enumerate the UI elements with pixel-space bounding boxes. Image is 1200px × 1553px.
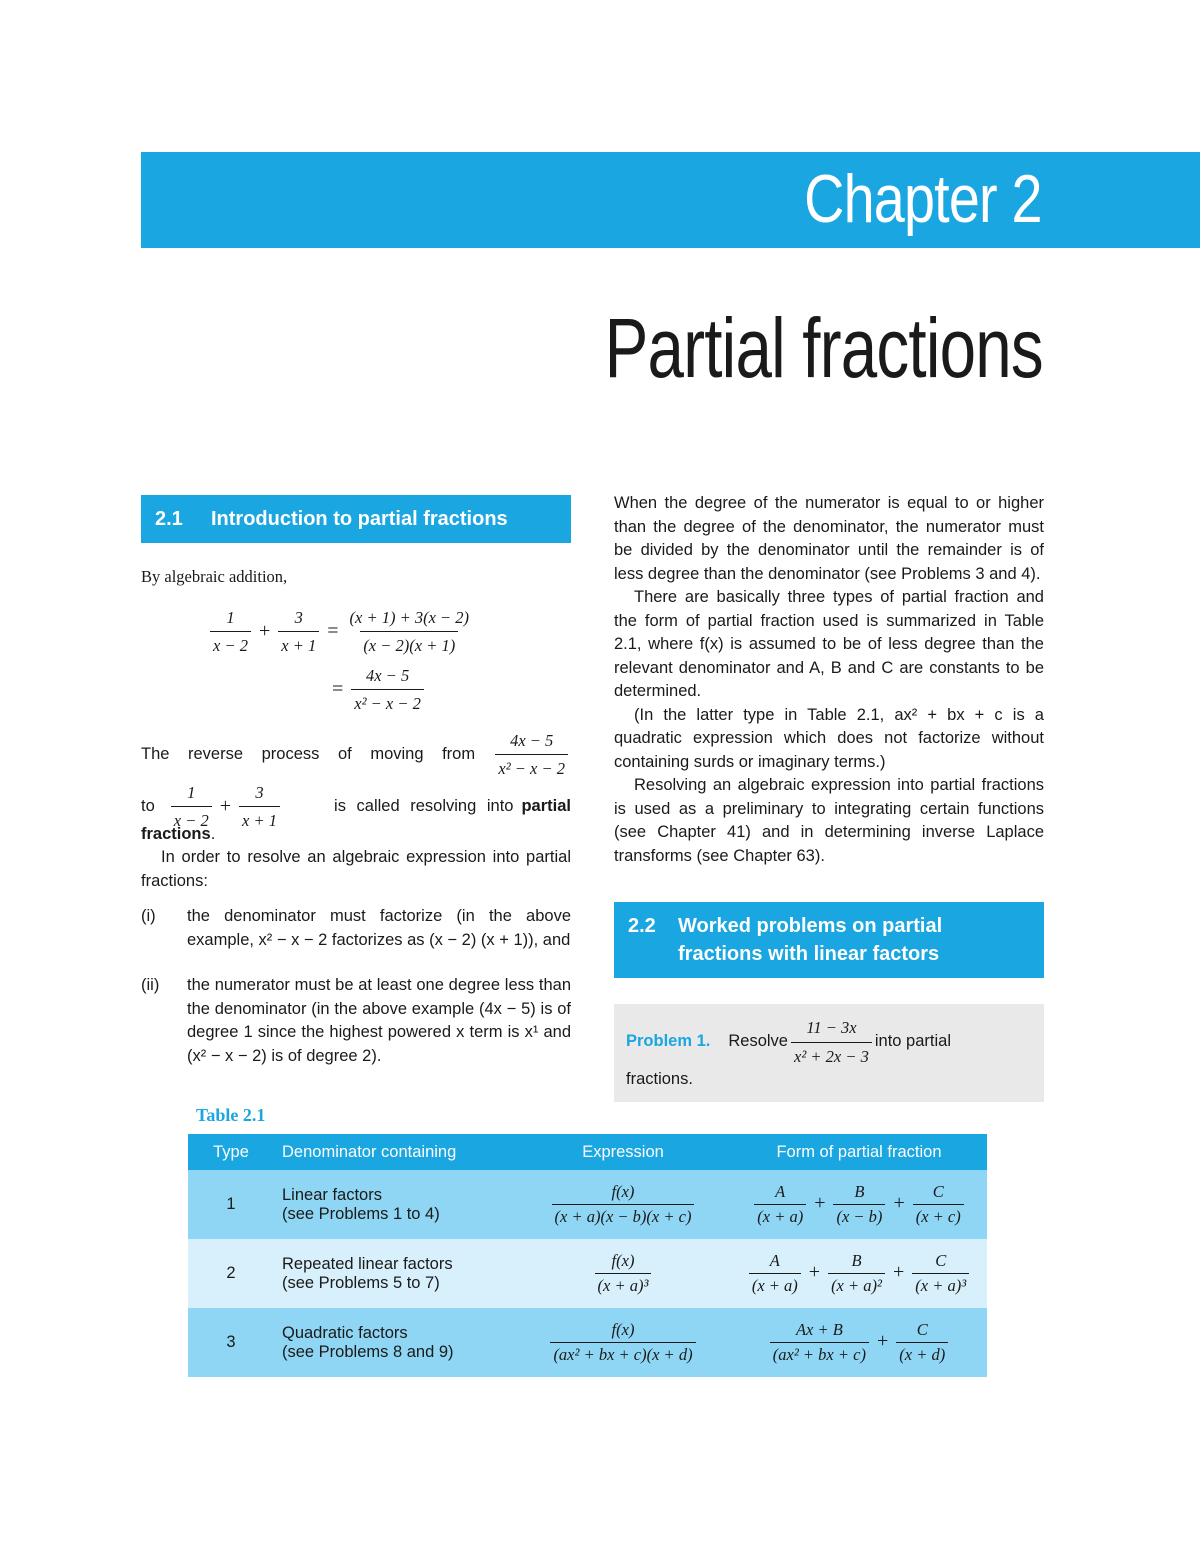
section-2-2-heading <box>614 902 1044 978</box>
order-text: In order to resolve an algebraic expression into partial fractions: <box>141 848 571 890</box>
fraction: $\frac{f(x)}{\text{(ax² + bx + c)(x + d)}}$ <box>550 1320 695 1365</box>
section-2-1-heading <box>141 495 571 543</box>
table-2-1 <box>188 1134 987 1377</box>
section-title: Worked problems on partial fractions with linear factors <box>678 915 943 965</box>
intro-text: By algebraic addition, <box>141 567 288 586</box>
table-header-row <box>188 1134 987 1170</box>
fraction: $\frac{Ax + B}{\text{(ax² + bx + c)}}$ <box>770 1320 869 1365</box>
to-line: to $\frac{1}{x - 2}$ + $\frac{3}{x + 1}$ is called resolving into partial <box>141 781 571 833</box>
addition-equation: $\frac{1}{x - 2}$ + $\frac{3}{x + 1}$ = $\frac{(x + 1) + 3(x - 2)}{(x - 2)(x + 1)}$ = $\frac{4x - 5}{\text{x² − x − 2}}$ <box>141 603 571 719</box>
paragraph: There are basically three types of partial fraction and the form of partial fraction used is summarized in Table 2.1, where f(x) is assumed to be of less degree than the relevant denominator and A, B and C are constants to be determined. <box>614 588 1044 700</box>
table-row: 3 Quadratic factors (see Problems 8 and 9) $\frac{f(x)}{\text{(ax² + bx + c)(x + d)}}$ $\frac{Ax + B}{\text{(ax² + bx + c)}}$ + $\frac{C}{(x + d)}$ <box>188 1308 987 1377</box>
reverse-process-line: The reverse process of moving from $\frac{4x - 5}{\text{x² − x − 2}}$ <box>141 729 571 781</box>
section-number: 2.1 <box>155 508 183 530</box>
list-item: (ii) the numerator must be at least one degree less than the denominator (in the above example (4x − 5) is of degree 1 since the highest powered x term is x¹ and (x² − x − 2) is of degree 2). <box>141 976 571 1065</box>
fraction: $\frac{4x - 5}{\text{x² − x − 2}}$ <box>495 729 568 781</box>
chapter-banner <box>141 152 1200 248</box>
paragraph: When the degree of the numerator is equal to or higher than the degree of the denominator, the numerator must be divided by the denominator until the remainder is of less degree than the denominator (see Problems 3 and 4). <box>614 494 1044 583</box>
fraction: $\frac{f(x)}{(x + a)(x - b)(x + c)}$ <box>552 1182 695 1227</box>
fraction: $\frac{3}{x + 1}$ <box>278 606 319 658</box>
paragraph: Resolving an algebraic expression into partial fractions is used as a preliminary to integrating certain functions (see Chapter 41) and in determining inverse Laplace transforms (see Chapter 63). <box>614 776 1044 865</box>
fraction: $\frac{A}{(x + a)}$ <box>749 1251 801 1296</box>
bold-term: fractions <box>141 824 211 843</box>
chapter-label: Chapter 2 <box>804 161 1042 237</box>
section-title: Introduction to partial fractions <box>211 508 508 530</box>
column-header: Type <box>188 1134 274 1170</box>
fraction: $\frac{B}{(x - b)}$ <box>833 1182 885 1227</box>
column-header: Expression <box>515 1134 731 1170</box>
fraction: $\frac{11 - 3x}{\text{x² + 2x − 3}}$ <box>791 1016 872 1068</box>
bold-term: partial <box>521 796 571 815</box>
fraction: $\frac{1}{x - 2}$ <box>171 781 212 833</box>
fraction: $\frac{C}{(x + d)}$ <box>896 1320 948 1365</box>
paragraph: (In the latter type in Table 2.1, ax² + bx + c is a quadratic expression which does not factorize without containing surds or imaginary terms.) <box>614 705 1044 771</box>
problem-1-box: Problem 1. Resolve $\frac{11 - 3x}{\text{x² + 2x − 3}}$ into partial fractions. <box>614 1004 1044 1102</box>
column-header: Form of partial fraction <box>731 1134 987 1170</box>
fraction: $\frac{C}{(x + c)}$ <box>913 1182 964 1227</box>
fraction: $\frac{(x + 1) + 3(x - 2)}{(x - 2)(x + 1)}$ <box>347 606 473 658</box>
column-header: Denominator containing <box>274 1134 515 1170</box>
right-column <box>614 492 1044 1102</box>
table-row: 2 Repeated linear factors (see Problems 5 to 7) $\frac{f(x)}{\text{(x + a)³}}$ $\frac{A}{(x + a)}$ + $\frac{B}{\text{(x + a)²}}$ + $\frac{C}{\text{(x + a)³}}$ <box>188 1239 987 1308</box>
fraction: $\frac{C}{\text{(x + a)³}}$ <box>912 1251 969 1296</box>
chapter-title: Partial fractions <box>604 301 1043 395</box>
section-number: 2.2 <box>628 915 656 937</box>
left-column: 2.1 Introduction to partial fractions By algebraic addition, $\frac{1}{x - 2}$ + $\frac{3}{x + 1}$ = $\frac{(x + 1) + 3(x - 2)}{(x - 2)(x + 1)}$ = $\frac{4x - 5}{\text{x² − x − 2}}$ The reverse process of moving from $\frac{4x - 5}{\text{x² − x − 2}}$ to $\frac{1}{x - 2}$ + $\frac{3}{x + 1}$ is called resolving into partial fractions. In order to resolve an algebraic expression into partial fractions: (i) the denominator must factorize (in the above example, x² − x − 2 factorizes as (x − 2) (x + 1)), and (ii) the numerator must be at least one degree less than the denominator (in the above example (4x − 5) is of degree 1 since the highest powered x term is x¹ and (x² − x − 2) is of degree 2). <box>141 495 571 1068</box>
fraction: $\frac{B}{\text{(x + a)²}}$ <box>828 1251 885 1296</box>
fraction: $\frac{1}{x - 2}$ <box>210 606 251 658</box>
fraction: $\frac{4x - 5}{\text{x² − x − 2}}$ <box>351 664 424 716</box>
list-item: (i) the denominator must factorize (in the above example, x² − x − 2 factorizes as (x − 2) (x + 1)), and <box>141 907 571 949</box>
problem-label: Problem 1. <box>626 1032 711 1051</box>
table-caption: Table 2.1 <box>196 1105 266 1125</box>
fraction: $\frac{A}{(x + a)}$ <box>754 1182 806 1227</box>
fraction: $\frac{f(x)}{\text{(x + a)³}}$ <box>595 1251 652 1296</box>
table-row: 1 Linear factors (see Problems 1 to 4) $\frac{f(x)}{(x + a)(x - b)(x + c)}$ $\frac{A}{(x + a)}$ + $\frac{B}{(x - b)}$ + $\frac{C}{(x + c)}$ <box>188 1170 987 1239</box>
fraction: $\frac{3}{x + 1}$ <box>239 781 280 833</box>
